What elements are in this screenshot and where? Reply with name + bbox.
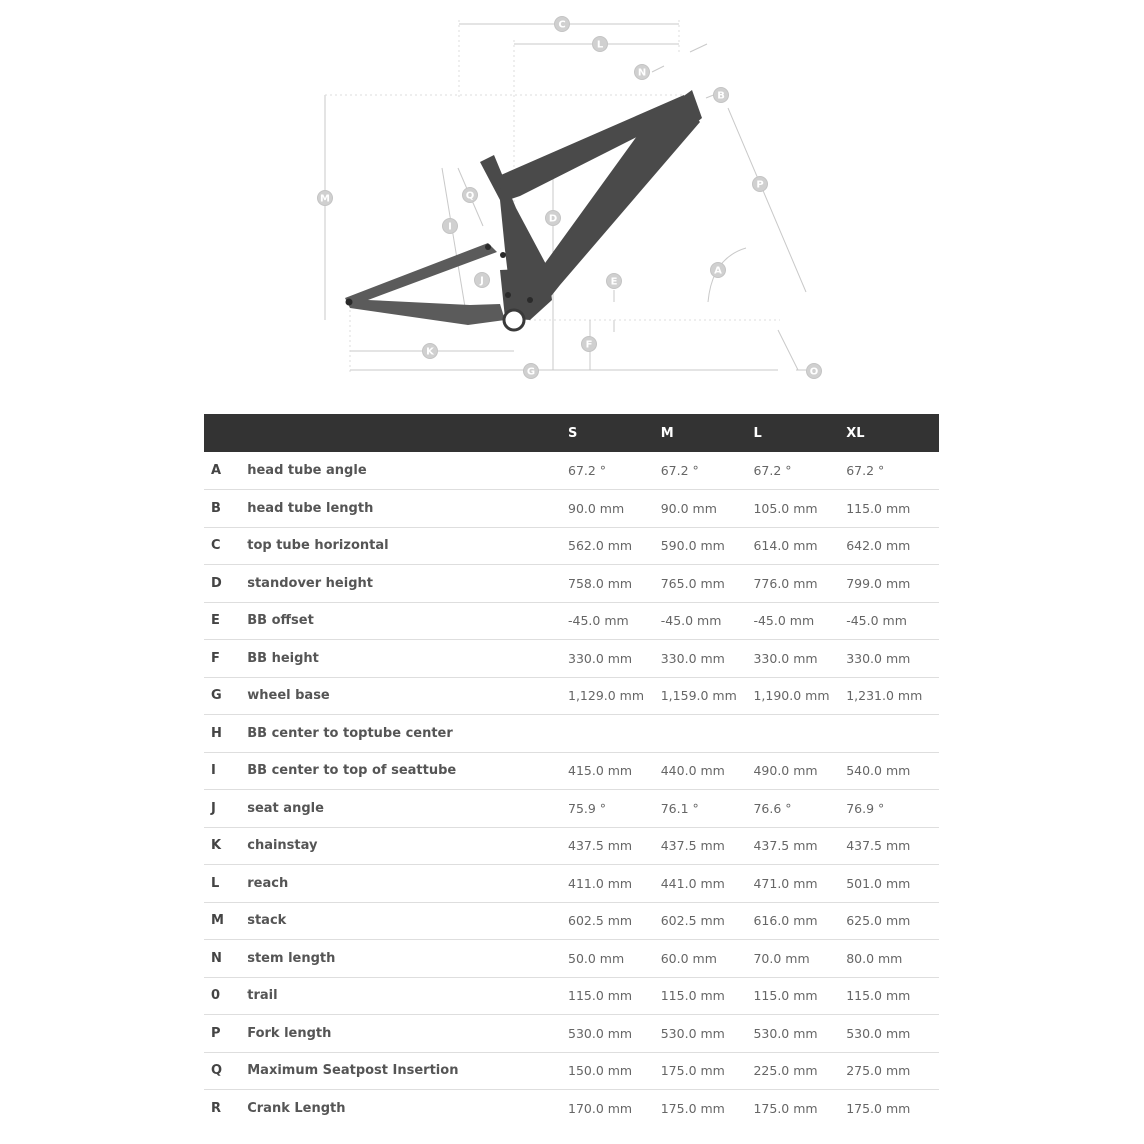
table-row [204, 902, 939, 940]
row-key: P [211, 1025, 221, 1041]
value-size-m: 90.0 mm [660, 500, 717, 516]
value-size-xl: -45.0 mm [846, 613, 907, 629]
value-size-m [661, 715, 754, 753]
value-size-l: 490.0 mm [753, 763, 818, 779]
badge-d [546, 211, 561, 226]
badge-b [714, 88, 729, 103]
svg-text:C: C [558, 19, 566, 31]
table-row [204, 490, 939, 528]
value-size-m: 330.0 mm [660, 650, 725, 666]
bike-frame [345, 90, 702, 330]
row-measurement-name: chainstay [247, 838, 318, 854]
value-size-s [568, 715, 661, 753]
value-size-s: 602.5 mm [568, 913, 633, 929]
badge-p [753, 177, 768, 192]
value-size-xl: 437.5 mm [846, 838, 911, 854]
row-measurement-name: Fork length [247, 1025, 332, 1041]
row-measurement-name: head tube angle [247, 463, 367, 478]
value-size-s: 50.0 mm [568, 950, 625, 966]
svg-text:K: K [426, 346, 434, 358]
value-size-m: 440.0 mm [660, 763, 725, 779]
row-measurement-name: BB center to top of seattube [247, 763, 457, 779]
value-size-m: 530.0 mm [660, 1025, 725, 1041]
value-size-l: 115.0 mm [753, 988, 818, 1004]
table-row [204, 977, 939, 1015]
value-size-s: 330.0 mm [568, 650, 633, 666]
value-size-xl: 115.0 mm [846, 500, 911, 516]
value-size-m: 1,159.0 mm [660, 688, 737, 704]
value-size-s: 415.0 mm [568, 763, 633, 779]
svg-text:B: B [717, 90, 725, 102]
table-row [204, 640, 939, 678]
value-size-s: 562.0 mm [568, 538, 633, 554]
value-size-xl: 501.0 mm [846, 875, 911, 891]
svg-text:Q: Q [465, 190, 475, 202]
value-size-l: 175.0 mm [753, 1101, 818, 1116]
row-key: N [211, 950, 222, 966]
row-measurement-name: stem length [247, 950, 336, 966]
table-row [204, 677, 939, 715]
svg-text:F: F [585, 339, 593, 351]
value-size-m: 441.0 mm [660, 875, 725, 891]
header-size-s: S [568, 425, 578, 441]
value-size-m: 175.0 mm [660, 1063, 725, 1079]
value-size-s: 115.0 mm [568, 988, 633, 1004]
row-measurement-name: reach [247, 875, 289, 891]
value-size-xl: 76.9 ° [846, 800, 885, 816]
row-key: C [211, 538, 221, 554]
table-row [204, 527, 939, 565]
value-size-s: 90.0 mm [568, 500, 625, 516]
value-size-m: 67.2 ° [660, 463, 699, 478]
value-size-xl: 530.0 mm [846, 1025, 911, 1041]
value-size-l: 776.0 mm [753, 575, 818, 591]
table-row [204, 940, 939, 978]
value-size-l: 471.0 mm [753, 875, 818, 891]
table-row [204, 715, 939, 753]
row-key: I [211, 763, 216, 779]
dimension-badges [318, 17, 822, 379]
value-size-l: 76.6 ° [753, 800, 792, 816]
svg-text:G: G [526, 366, 536, 378]
header-name [247, 414, 568, 452]
value-size-xl: 275.0 mm [846, 1063, 911, 1079]
table-row [204, 827, 939, 865]
value-size-m: 602.5 mm [660, 913, 725, 929]
row-key: H [211, 725, 222, 741]
row-measurement-name: BB offset [247, 613, 314, 629]
row-measurement-name: seat angle [247, 800, 324, 816]
value-size-s: 1,129.0 mm [568, 688, 645, 704]
row-measurement-name: head tube length [247, 500, 374, 516]
badge-a [711, 263, 726, 278]
badge-i [443, 219, 458, 234]
row-key: G [211, 688, 222, 704]
table-row [204, 602, 939, 640]
row-key: E [211, 613, 220, 629]
value-size-xl: 642.0 mm [846, 538, 911, 554]
row-key: M [211, 913, 224, 929]
row-key: R [211, 1101, 222, 1116]
value-size-m: 437.5 mm [660, 838, 725, 854]
badge-g [524, 364, 539, 379]
svg-text:O: O [809, 366, 819, 378]
value-size-xl: 67.2 ° [846, 463, 885, 478]
row-measurement-name: top tube horizontal [247, 538, 389, 554]
badge-n [635, 65, 650, 80]
value-size-l: 530.0 mm [753, 1025, 818, 1041]
value-size-m: -45.0 mm [660, 613, 722, 629]
value-size-xl: 625.0 mm [846, 913, 911, 929]
row-measurement-name: BB height [247, 650, 319, 666]
value-size-xl [846, 715, 939, 753]
svg-text:P: P [756, 179, 764, 191]
frame-geometry-diagram [0, 0, 1144, 400]
row-key: A [211, 463, 222, 478]
value-size-l: 105.0 mm [753, 500, 818, 516]
value-size-s: 411.0 mm [568, 875, 633, 891]
dimension-lines [325, 20, 806, 375]
header-size-l: L [753, 425, 762, 441]
value-size-l: 67.2 ° [753, 463, 792, 478]
value-size-s: 530.0 mm [568, 1025, 633, 1041]
table-row [204, 452, 939, 490]
table-header-row [204, 414, 939, 452]
value-size-xl: 330.0 mm [846, 650, 911, 666]
svg-text:L: L [596, 39, 604, 51]
svg-text:N: N [637, 67, 647, 79]
value-size-s: 170.0 mm [568, 1101, 633, 1116]
svg-text:I: I [448, 221, 452, 233]
row-key: 0 [211, 988, 221, 1004]
geometry-table [204, 414, 939, 1127]
value-size-xl: 1,231.0 mm [846, 688, 923, 704]
value-size-m: 590.0 mm [660, 538, 725, 554]
row-key: B [211, 500, 221, 516]
row-measurement-name: BB center to toptube center [247, 725, 453, 741]
row-key: J [211, 800, 216, 816]
badge-q [463, 188, 478, 203]
table-row [204, 752, 939, 790]
value-size-l: 616.0 mm [753, 913, 818, 929]
row-measurement-name: Crank Length [247, 1101, 346, 1116]
table-row [204, 1052, 939, 1090]
table-row [204, 865, 939, 903]
svg-text:J: J [480, 275, 484, 287]
value-size-l: 614.0 mm [753, 538, 818, 554]
svg-text:M: M [320, 193, 330, 205]
badge-f [582, 337, 597, 352]
row-measurement-name: stack [247, 913, 287, 929]
table-row [204, 790, 939, 828]
header-size-xl: XL [846, 425, 865, 441]
value-size-xl: 175.0 mm [846, 1101, 911, 1116]
value-size-m: 765.0 mm [660, 575, 725, 591]
value-size-s: -45.0 mm [568, 613, 629, 629]
badge-l [593, 37, 608, 52]
value-size-l: 70.0 mm [753, 950, 810, 966]
badge-k [423, 344, 438, 359]
value-size-s: 758.0 mm [568, 575, 633, 591]
row-measurement-name: Maximum Seatpost Insertion [247, 1063, 459, 1079]
value-size-l [753, 715, 846, 753]
row-key: K [211, 838, 222, 854]
header-key [204, 414, 247, 452]
value-size-s: 75.9 ° [568, 800, 607, 816]
table-row [204, 1090, 939, 1128]
row-measurement-name: trail [247, 988, 278, 1004]
table-row [204, 1015, 939, 1053]
svg-text:E: E [610, 276, 618, 288]
value-size-m: 115.0 mm [660, 988, 725, 1004]
value-size-s: 150.0 mm [568, 1063, 633, 1079]
value-size-m: 60.0 mm [660, 950, 717, 966]
value-size-xl: 799.0 mm [846, 575, 911, 591]
value-size-l: 225.0 mm [753, 1063, 818, 1079]
row-key: D [211, 575, 222, 591]
header-size-m: M [660, 425, 674, 441]
geometry-table-body [204, 452, 939, 1127]
value-size-s: 67.2 ° [568, 463, 607, 478]
value-size-xl: 115.0 mm [846, 988, 911, 1004]
svg-text:A: A [714, 265, 722, 277]
badge-m [318, 191, 333, 206]
row-measurement-name: wheel base [247, 688, 330, 704]
value-size-l: 1,190.0 mm [753, 688, 830, 704]
badge-c [555, 17, 570, 32]
badge-j [475, 273, 490, 288]
badge-e [607, 274, 622, 289]
value-size-m: 76.1 ° [660, 800, 699, 816]
row-measurement-name: standover height [247, 575, 373, 591]
row-key: Q [211, 1063, 223, 1079]
row-key: L [211, 875, 220, 891]
value-size-l: 330.0 mm [753, 650, 818, 666]
svg-text:D: D [548, 213, 558, 225]
value-size-s: 437.5 mm [568, 838, 633, 854]
value-size-l: 437.5 mm [753, 838, 818, 854]
badge-o [807, 364, 822, 379]
value-size-l: -45.0 mm [753, 613, 815, 629]
value-size-xl: 80.0 mm [846, 950, 903, 966]
row-key: F [211, 650, 220, 666]
value-size-xl: 540.0 mm [846, 763, 911, 779]
table-row [204, 565, 939, 603]
value-size-m: 175.0 mm [660, 1101, 725, 1116]
